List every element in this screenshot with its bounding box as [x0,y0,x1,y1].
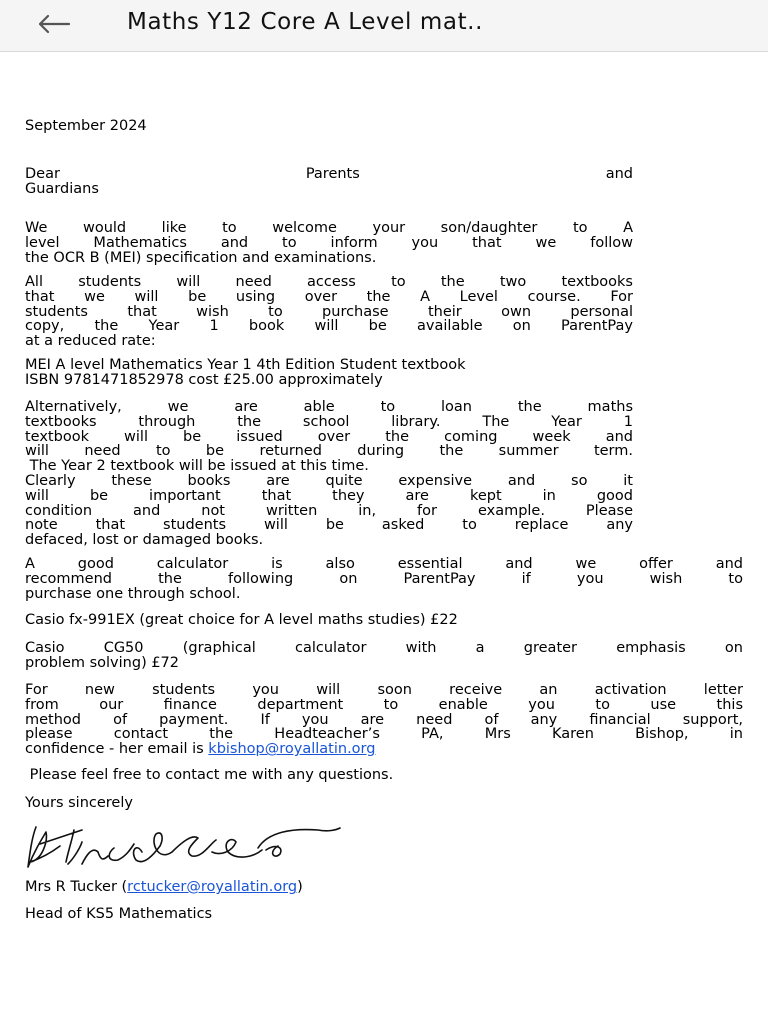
signature [22,822,342,872]
text-line: please contact the Headteacher’s PA, Mrs Karen Bishop, in [25,726,743,743]
text-line: We would like to welcome your son/daughter to A [25,220,633,236]
text-line: the OCR B (MEI) specification and examinations. [25,249,377,266]
text-line: condition and not written in, for example. Please [25,502,633,519]
text-line: A good calculator is also essential and we offer and [25,556,743,572]
text-line: note that students will be asked to replace any [25,517,633,534]
signatory-email-link[interactable]: rctucker@royallatin.org [127,879,298,895]
text-line: method of payment. If you are need of any financial support, [25,711,743,728]
calculator-option-1: Casio fx-991EX (great choice for A level maths studies) £22 [25,612,458,628]
signatory-line [25,880,303,895]
text-line: students that wish to purchase their own personal [25,303,633,320]
para-textbooks [25,275,633,349]
salutation-word: and [605,166,633,182]
text-line: will be important that they are kept in good [25,487,633,504]
signatory-name: Mrs R Tucker ( [25,879,128,895]
text-line: copy, the Year 1 book will be available on ParentPay [25,318,633,335]
para-welcome [25,221,633,265]
text-line: at a reduced rate: [25,333,156,350]
text-line: Alternatively, we are able to loan the maths [25,399,633,415]
salutation-word: Dear [25,166,60,182]
para-finance [25,683,743,757]
signatory-role: Head of KS5 Mathematics [25,906,213,922]
para-calculator [25,557,743,601]
text-line: Casio CG50 (graphical calculator with a greater emphasis on [25,640,743,656]
closing: Yours sincerely [25,795,133,811]
text-line: The Year 2 textbook will be issued at this time. [25,458,369,475]
text-line [25,742,743,757]
text-line: from our finance department to enable you to use this [25,696,743,713]
text-line: All students will need access to the two textbooks [25,274,633,290]
text-line: For new students you will soon receive an activation letter [25,682,743,698]
text-line: defaced, lost or damaged books. [25,532,264,549]
letter-date: September 2024 [25,118,147,134]
para-loan [25,400,633,548]
calculator-option-2 [25,641,743,671]
contact-line: Please feel free to contact me with any questions. [25,767,394,783]
textbook-title: MEI A level Mathematics Year 1 4th Edition Student textbook [25,357,466,373]
text-line: textbooks through the school library. The Year 1 [25,413,633,430]
textbook-details [25,358,743,388]
page-title: Maths Y12 Core A Level mat.. [127,9,484,35]
text-line: will need to be returned during the summer term. [25,443,633,460]
textbook-isbn-cost: ISBN 9781471852978 cost £25.00 approximately [25,371,383,388]
text-line: recommend the following on ParentPay if you wish to [25,570,743,587]
text-line: purchase one through school. [25,585,241,602]
text-line: problem solving) £72 [25,654,180,671]
text-line: level Mathematics and to inform you that we follow [25,234,633,251]
salutation-line-2: Guardians [25,180,99,197]
text-line: textbook will be issued over the coming week and [25,428,633,445]
salutation-word: Parents [305,166,360,182]
text-line: that we will be using over the A Level course. For [25,288,633,305]
salutation [25,167,633,197]
finance-email-link[interactable]: kbishop@royallatin.org [208,741,376,758]
finance-email-prefix: confidence - her email is [25,741,209,758]
text-line: Clearly these books are quite expensive and so it [25,472,633,489]
signatory-suffix: ) [297,879,303,895]
